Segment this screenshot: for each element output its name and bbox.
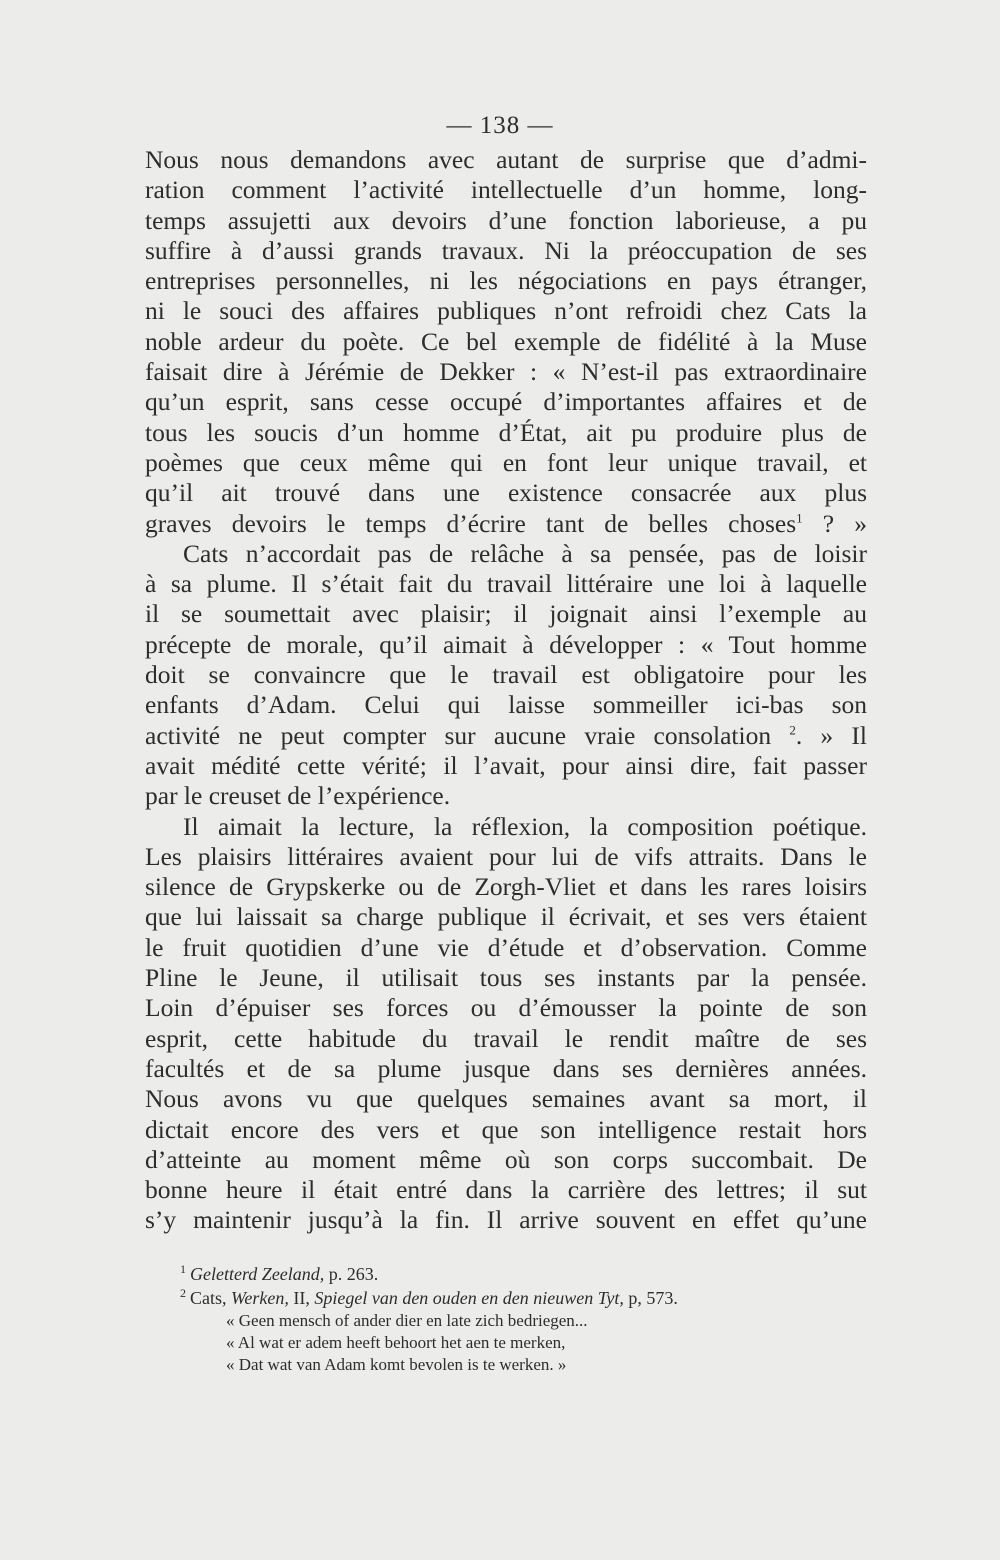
text-line: Nous avons vu que quelques semaines avant sa mort, il bbox=[145, 1084, 867, 1114]
text-line: temps assujetti aux devoirs d’une fonction laborieuse, a pu bbox=[145, 205, 867, 235]
text-line: Pline le Jeune, il utilisait tous ses instants par la pensée. bbox=[145, 963, 867, 993]
text-line: tous les soucis d’un homme d’État, ait pu produire plus de bbox=[145, 417, 867, 447]
text-line bbox=[145, 509, 867, 539]
text-line-tail: ? » bbox=[802, 508, 867, 538]
text-line: par le creuset de l’expérience. bbox=[145, 781, 451, 811]
text-line-main: activité ne peut compter sur aucune vraie consolation bbox=[145, 720, 772, 750]
footnote-quote-line: « Al wat er adem heeft behoort het aen te merken, bbox=[226, 1333, 566, 1352]
text-line: suffire à d’aussi grands travaux. Ni la préoccupation de ses bbox=[145, 235, 867, 265]
footnote-ref-text: p. 263. bbox=[324, 1264, 379, 1284]
footnote-2 bbox=[180, 1286, 870, 1310]
text-line: bonne heure il était entré dans la carrière des lettres; il sut bbox=[145, 1175, 867, 1205]
text-line: qu’un esprit, sans cesse occupé d’importantes affaires et de bbox=[145, 387, 867, 417]
footnote-marker: 1 bbox=[180, 1262, 186, 1276]
text-line bbox=[145, 721, 867, 751]
footnotes bbox=[180, 1262, 870, 1376]
text-line: esprit, cette habitude du travail le rendit maître de ses bbox=[145, 1023, 867, 1053]
footnote-author: Cats, bbox=[190, 1288, 232, 1308]
text-line-main: graves devoirs le temps d’écrire tant de belles choses bbox=[145, 508, 797, 538]
text-line: à sa plume. Il s’était fait du travail littéraire une loi à laquelle bbox=[145, 569, 867, 599]
body-text bbox=[145, 145, 867, 1236]
footnote-quote-line: « Dat wat van Adam komt bevolen is te werken. » bbox=[226, 1355, 567, 1374]
text-line: Cats n’accordait pas de relâche à sa pensée, pas de loisir bbox=[183, 538, 867, 568]
footnote-title: Geletterd Zeeland, bbox=[190, 1264, 325, 1284]
text-line: poèmes que ceux même qui en font leur unique travail, et bbox=[145, 447, 867, 477]
page-number: — 138 — bbox=[446, 112, 554, 139]
footnote-work: Werken, bbox=[231, 1288, 289, 1308]
text-line: faisait dire à Jérémie de Dekker : « N’est-il pas extraordinaire bbox=[145, 357, 867, 387]
text-line: qu’il ait trouvé dans une existence consacrée aux plus bbox=[145, 478, 867, 508]
text-line: silence de Grypskerke ou de Zorgh-Vliet et dans les rares loisirs bbox=[145, 872, 867, 902]
text-line: avait médité cette vérité; il l’avait, pour ainsi dire, fait passer bbox=[145, 750, 867, 780]
footnote-volume: II, bbox=[288, 1288, 315, 1308]
text-line: doit se convaincre que le travail est obligatoire pour les bbox=[145, 660, 867, 690]
text-line: Loin d’épuiser ses forces ou d’émousser la pointe de son bbox=[145, 993, 867, 1023]
footnote-title: Spiegel van den ouden en den nieuwen Tyt, bbox=[314, 1288, 624, 1308]
footnote-ref-2: 2 bbox=[789, 722, 796, 738]
text-line: il se soumettait avec plaisir; il joignait ainsi l’exemple au bbox=[145, 599, 867, 629]
text-line: dictait encore des vers et que son intelligence restait hors bbox=[145, 1114, 867, 1144]
footnote-quote-line: « Geen mensch of ander dier en late zich bedriegen... bbox=[226, 1311, 588, 1330]
footnote-ref-1: 1 bbox=[796, 510, 803, 526]
text-line: enfants d’Adam. Celui qui laisse sommeiller ici-bas son bbox=[145, 690, 867, 720]
text-line: s’y maintenir jusqu’à la fin. Il arrive souvent en effet qu’une bbox=[145, 1205, 867, 1235]
footnote-ref-text: p, 573. bbox=[623, 1288, 678, 1308]
footnote-1 bbox=[180, 1262, 870, 1286]
text-line: entreprises personnelles, ni les négociations en pays étranger, bbox=[145, 266, 867, 296]
text-line: Nous nous demandons avec autant de surprise que d’admi- bbox=[145, 145, 867, 174]
footnote-marker: 2 bbox=[180, 1286, 186, 1300]
text-line: Les plaisirs littéraires avaient pour lui de vifs attraits. Dans le bbox=[145, 841, 867, 871]
text-line-tail: . » Il bbox=[795, 720, 867, 750]
text-line: ration comment l’activité intellectuelle d’un homme, long- bbox=[145, 175, 867, 205]
text-line: facultés et de sa plume jusque dans ses dernières années. bbox=[145, 1053, 867, 1083]
text-line: Il aimait la lecture, la réflexion, la composition poétique. bbox=[183, 811, 867, 841]
text-line: le fruit quotidien d’une vie d’étude et d’observation. Comme bbox=[145, 932, 867, 962]
text-line: noble ardeur du poète. Ce bel exemple de fidélité à la Muse bbox=[145, 326, 867, 356]
text-line: ni le souci des affaires publiques n’ont refroidi chez Cats la bbox=[145, 296, 867, 326]
text-line: précepte de morale, qu’il aimait à développer : « Tout homme bbox=[145, 629, 867, 659]
text-line: d’atteinte au moment même où son corps succombait. De bbox=[145, 1144, 867, 1174]
text-line: que lui laissait sa charge publique il écrivait, et ses vers étaient bbox=[145, 902, 867, 932]
